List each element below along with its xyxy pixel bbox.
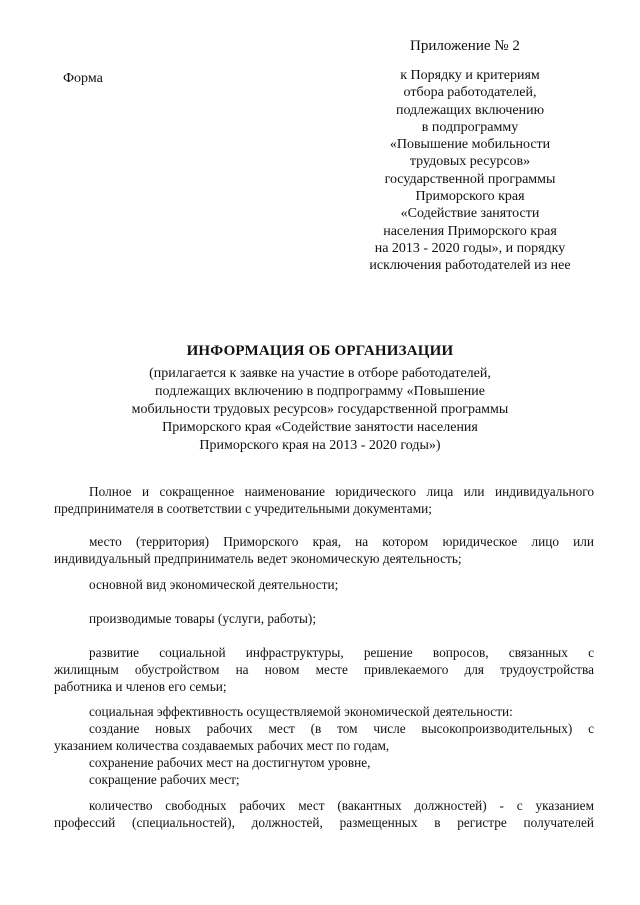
subtitle-line: подлежащих включению в подпрограмму «Повышение (155, 384, 485, 399)
appendix-ref-line: на 2013 - 2020 годы», и порядку (374, 240, 566, 256)
appendix-ref-line: отбора работодателей, (403, 85, 537, 101)
appendix-ref-line: к Порядку и критериям (400, 68, 540, 83)
paragraph-line: создание новых рабочих мест (в том числе высокопроизводительных) с (89, 721, 594, 736)
subtitle-line: Приморского края на 2013 - 2020 годы») (199, 438, 441, 453)
paragraph-line: предпринимателя в соответствии с учредительными документами; (54, 501, 432, 516)
paragraph-line: сохранение рабочих мест на достигнутом уровне, (89, 755, 371, 770)
paragraph-territory (54, 533, 594, 567)
subtitle-line: мобильности трудовых ресурсов» государственной программы (131, 402, 509, 417)
paragraph-line: основной вид экономической деятельности; (89, 577, 339, 592)
appendix-title: Приложение № 2 (410, 38, 520, 54)
appendix-ref-line: трудовых ресурсов» (409, 154, 531, 170)
paragraph-line: индивидуальный предприниматель ведет экономическую деятельность; (54, 551, 462, 566)
paragraph-social-infrastructure (54, 644, 594, 695)
appendix-ref-line: «Содействие занятости (400, 206, 540, 222)
paragraph-main-activity (54, 576, 594, 593)
document-title: ИНФОРМАЦИЯ ОБ ОРГАНИЗАЦИИ (186, 343, 454, 359)
paragraph-organization-name (54, 483, 594, 517)
paragraph-line: сокращение рабочих мест; (89, 772, 240, 787)
paragraph-line: работника и членов его семьи; (54, 679, 227, 694)
appendix-ref-line: в подпрограмму (421, 119, 519, 135)
paragraph-line: Полное и сокращенное наименование юридического лица или индивидуального (89, 484, 594, 499)
paragraph-line: указанием количества создаваемых рабочих мест по годам, (54, 738, 390, 753)
paragraph-social-efficiency (54, 703, 594, 788)
appendix-ref-line: «Повышение мобильности (389, 137, 551, 153)
form-label: Форма (63, 71, 103, 86)
appendix-ref-line: подлежащих включению (395, 102, 545, 118)
appendix-reference (340, 67, 600, 275)
paragraph-line: развитие социальной инфраструктуры, решение вопросов, связанных с (89, 645, 594, 660)
paragraph-line: место (территория) Приморского края, на котором юридическое лицо или (89, 534, 594, 549)
paragraph-line: социальная эффективность осуществляемой экономической деятельности: (89, 704, 513, 719)
appendix-ref-line: государственной программы (384, 171, 556, 187)
paragraph-line: жилищным обустройством на новом месте привлекаемого для трудоустройства (54, 662, 594, 677)
paragraph-line: количество свободных рабочих мест (вакантных должностей) - с указанием (89, 798, 594, 813)
document-subtitle (60, 365, 580, 455)
paragraph-line: производимые товары (услуги, работы); (89, 611, 317, 626)
paragraph-products (54, 610, 594, 627)
subtitle-line: (прилагается к заявке на участие в отборе работодателей, (149, 366, 491, 381)
paragraph-line: профессий (специальностей), должностей, размещенных в регистре получателей (54, 815, 594, 830)
appendix-ref-line: Приморского края (415, 189, 525, 205)
subtitle-line: Приморского края «Содействие занятости населения (162, 420, 478, 435)
appendix-ref-line: населения Приморского края (383, 223, 557, 239)
appendix-ref-line: исключения работодателей из нее (369, 258, 571, 274)
paragraph-vacancies (54, 797, 594, 831)
